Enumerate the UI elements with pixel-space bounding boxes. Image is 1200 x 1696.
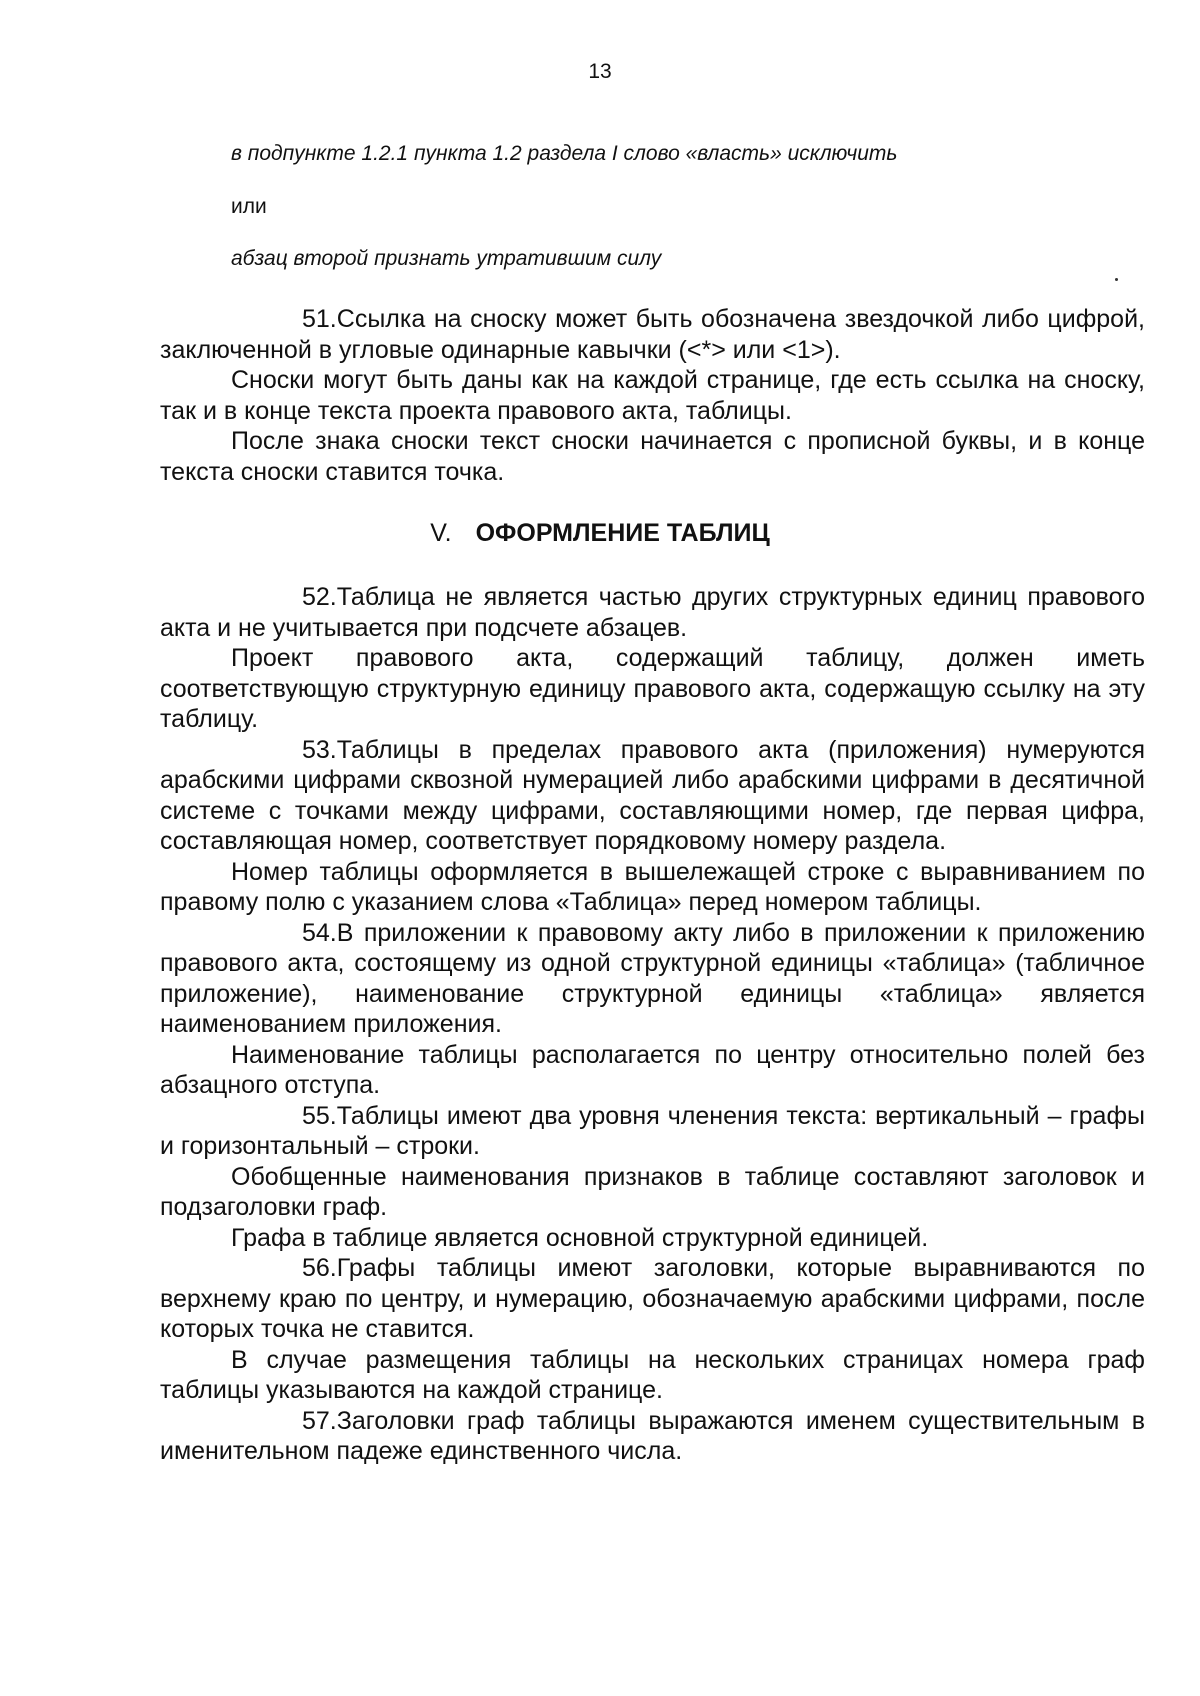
clause-number: 52. <box>302 583 337 611</box>
paragraph-51 <box>160 304 1145 365</box>
clause-number: 57. <box>302 1406 337 1435</box>
paragraph-57 <box>160 1406 1145 1467</box>
paragraph-text: Заголовки граф таблицы выражаются именем существительным в именительном падеже единственного числа. <box>160 1406 1145 1465</box>
paragraph-text: Таблицы имеют два уровня членения текста: вертикальный – графы и горизонтальный – строки. <box>160 1101 1145 1160</box>
page-number: 13 <box>588 60 612 83</box>
paragraph-block-footnotes <box>160 304 1145 487</box>
paragraph-text: В случае размещения таблицы на нескольких страницах номера граф таблицы указываются на каждой странице. <box>160 1345 1145 1404</box>
paragraph-text: В приложении к правовому акту либо в приложении к приложению правового акта, состоящему из одной структурной единицы «таблица» (табличное приложение), наименование структурной единицы «таблица» является наименованием приложения. <box>160 918 1145 1038</box>
section-number: V. <box>430 519 452 547</box>
paragraph <box>160 857 1145 918</box>
example-line-2: или <box>231 195 267 218</box>
paragraph-55 <box>160 1101 1145 1162</box>
clause-number: 56. <box>302 1254 337 1282</box>
paragraph <box>160 1345 1145 1406</box>
paragraph-56 <box>160 1253 1145 1345</box>
paragraph-text: Наименование таблицы располагается по центру относительно полей без абзацного отступа. <box>160 1040 1145 1099</box>
paragraph-text: Сноски могут быть даны как на каждой странице, где есть ссылка на сноску, так и в конце текста проекта правового акта, таблицы. <box>160 366 1145 425</box>
clause-number: 53. <box>302 735 337 764</box>
example-line-3: абзац второй признать утратившим силу <box>231 247 662 270</box>
paragraph-text: После знака сноски текст сноски начинается с прописной буквы, и в конце текста сноски ставится точка. <box>160 427 1145 486</box>
paragraph-block-tables <box>160 582 1145 1467</box>
paragraph <box>160 365 1145 426</box>
example-line-1: в подпункте 1.2.1 пункта 1.2 раздела I слово «власть» исключить <box>231 142 898 165</box>
paragraph <box>160 1162 1145 1223</box>
paragraph <box>160 1040 1145 1101</box>
section-title: ОФОРМЛЕНИЕ ТАБЛИЦ <box>475 519 770 547</box>
clause-number: 51. <box>302 305 337 333</box>
section-heading <box>0 518 1200 548</box>
paragraph-54 <box>160 918 1145 1040</box>
paragraph-52 <box>160 582 1145 643</box>
clause-number: 54. <box>302 918 337 947</box>
paragraph <box>160 1223 1145 1254</box>
clause-number: 55. <box>302 1101 337 1130</box>
paragraph-text: Графы таблицы имеют заголовки, которые выравниваются по верхнему краю по центру, и нумерацию, обозначаемую арабскими цифрами, после которых точка не ставится. <box>160 1254 1145 1343</box>
paragraph-text: Ссылка на сноску может быть обозначена звездочкой либо цифрой, заключенной в угловые одинарные кавычки (<*> или <1>). <box>160 305 1145 364</box>
paragraph-text: Обобщенные наименования признаков в таблице составляют заголовок и подзаголовки граф. <box>160 1162 1145 1221</box>
paragraph-text: Графа в таблице является основной структурной единицей. <box>231 1223 929 1252</box>
paragraph-53 <box>160 735 1145 857</box>
paragraph-text: Таблица не является частью других структурных единиц правового акта и не учитывается при подсчете абзацев. <box>160 583 1145 642</box>
paragraph-text: Таблицы в пределах правового акта (приложения) нумеруются арабскими цифрами сквозной нумерацией либо арабскими цифрами в десятичной системе с точками между цифрами, составляющими номер, где первая цифра, составляющая номер, соответствует порядковому номеру раздела. <box>160 735 1145 855</box>
paragraph <box>160 643 1145 735</box>
paragraph-text: Номер таблицы оформляется в вышележащей строке с выравниванием по правому полю с указанием слова «Таблица» перед номером таблицы. <box>160 857 1145 916</box>
paragraph-text: Проект правового акта, содержащий таблицу, должен иметь соответствующую структурную единицу правового акта, содержащую ссылку на эту таблицу. <box>160 644 1145 733</box>
paragraph <box>160 426 1145 487</box>
stray-dot <box>1115 278 1118 281</box>
